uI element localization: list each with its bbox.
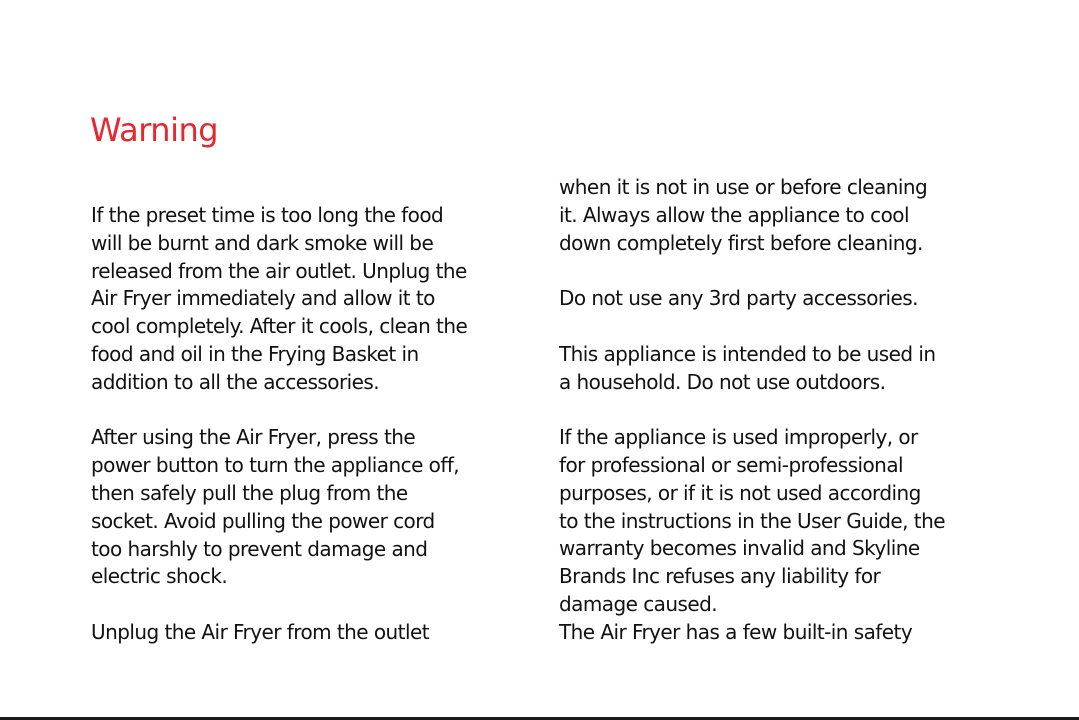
text-line: Unplug the Air Fryer from the outlet <box>91 619 430 644</box>
text-line: then safely pull the plug from the <box>91 480 408 505</box>
text-line: After using the Air Fryer, press the <box>91 425 416 450</box>
right-column <box>559 174 999 647</box>
text-line: electric shock. <box>91 564 228 589</box>
paragraph-accessories <box>559 285 999 313</box>
text-line: for professional or semi-professional <box>559 452 904 477</box>
text-line: when it is not in use or before cleaning <box>559 175 928 199</box>
left-column <box>91 202 531 647</box>
text-line: too harshly to prevent damage and <box>91 536 428 561</box>
text-line: it. Always allow the appliance to cool <box>559 202 909 227</box>
text-line: Brands Inc refuses any liability for <box>559 564 881 589</box>
text-line: Air Fryer immediately and allow it to <box>91 286 435 311</box>
paragraph-warranty <box>559 424 999 619</box>
text-line: will be burnt and dark smoke will be <box>91 230 434 255</box>
text-line: socket. Avoid pulling the power cord <box>91 508 435 533</box>
page-title: Warning <box>90 111 219 149</box>
text-line: addition to all the accessories. <box>91 369 380 394</box>
text-line: damage caused. <box>559 591 718 616</box>
paragraph-safety <box>559 619 999 647</box>
paragraph-household <box>559 341 999 397</box>
text-line: a household. Do not use outdoors. <box>559 369 886 394</box>
paragraph-unplug <box>91 619 531 647</box>
text-line: If the preset time is too long the food <box>91 203 444 227</box>
text-line: power button to turn the appliance off, <box>91 453 460 478</box>
text-line: purposes, or if it is not used according <box>559 480 921 505</box>
text-line: to the instructions in the User Guide, the <box>559 508 945 533</box>
paragraph-overheat <box>91 202 531 397</box>
text-line: released from the air outlet. Unplug the <box>91 258 467 283</box>
text-line: Do not use any 3rd party accessories. <box>559 286 918 311</box>
text-line: warranty becomes invalid and Skyline <box>559 536 920 561</box>
text-line: down completely first before cleaning. <box>559 230 923 255</box>
text-line: The Air Fryer has a few built-in safety <box>559 619 913 644</box>
text-line: This appliance is intended to be used in <box>559 341 936 366</box>
text-line: If the appliance is used improperly, or <box>559 425 918 450</box>
paragraph-unplug-continued <box>559 174 999 257</box>
text-line: food and oil in the Frying Basket in <box>91 341 419 366</box>
paragraph-power-off <box>91 424 531 591</box>
text-line: cool completely. After it cools, clean the <box>91 314 468 339</box>
